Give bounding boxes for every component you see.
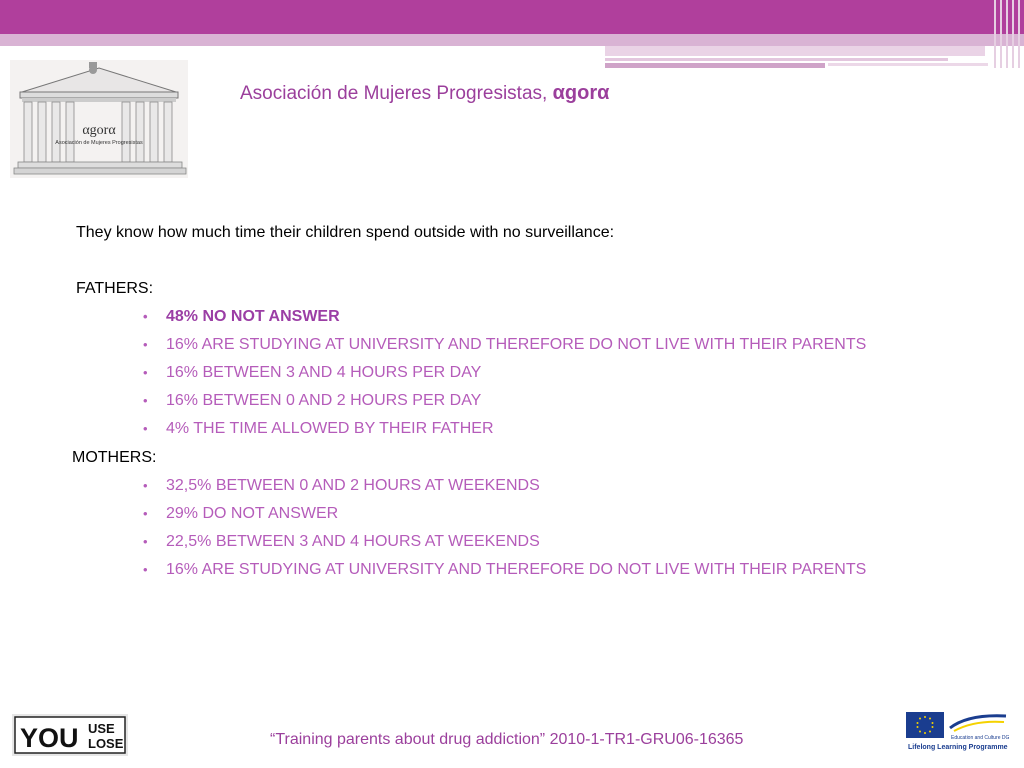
list-item-text: 16% BETWEEN 3 AND 4 HOURS PER DAY [166, 364, 482, 381]
bullet-icon: • [143, 337, 148, 352]
logo-you-text: YOU [20, 723, 79, 753]
list-item [140, 359, 866, 387]
list-item [140, 415, 866, 443]
agora-logo [10, 60, 188, 178]
list-item [140, 556, 866, 584]
edu-culture-text: Education and Culture DG [951, 735, 1010, 741]
list-item-text: 29% DO NOT ANSWER [166, 505, 339, 522]
fathers-list [140, 303, 866, 443]
list-item [140, 528, 866, 556]
intro-text: They know how much time their children spend outside with no surveillance: [76, 224, 615, 241]
top-band-white [0, 46, 605, 52]
llp-swoosh-icon [948, 712, 1008, 734]
logo-use-text: USE [88, 721, 115, 736]
list-item-text: 16% ARE STUDYING AT UNIVERSITY AND THEREFORE DO NOT LIVE WITH THEIR PARENTS [166, 336, 867, 353]
decor-line [828, 63, 988, 66]
list-item [140, 472, 866, 500]
eu-llp-logo [906, 712, 1010, 756]
llp-text: Lifelong Learning Programme [908, 744, 1008, 751]
decor-line [605, 58, 948, 61]
footer-project-text: “Training parents about drug addiction” 2010-1-TR1-GRU06-16365 [270, 731, 744, 748]
decor-line [605, 63, 825, 68]
title-text: Asociación de Mujeres Progresistas, [240, 83, 548, 104]
decor-vline [994, 0, 996, 68]
page-title [240, 82, 609, 105]
list-item-text: 4% THE TIME ALLOWED BY THEIR FATHER [166, 420, 494, 437]
list-item [140, 387, 866, 415]
logo-caption: Asociación de Mujeres Progresistas [55, 140, 143, 146]
list-item-text: 16% BETWEEN 0 AND 2 HOURS PER DAY [166, 392, 482, 409]
temple-icon [10, 60, 188, 178]
list-item [140, 500, 866, 528]
you-use-lose-logo [12, 714, 128, 756]
decor-line [605, 46, 985, 56]
decor-vline [1000, 0, 1002, 68]
list-item-text: 48% NO NOT ANSWER [166, 308, 340, 325]
bullet-icon: • [143, 421, 148, 436]
bullet-icon: • [143, 506, 148, 521]
logo-greek: αgorα [82, 123, 116, 138]
list-item [140, 303, 866, 331]
decor-vline [1012, 0, 1014, 68]
bullet-icon: • [143, 365, 148, 380]
bullet-icon: • [143, 309, 148, 324]
eu-flag-icon [906, 712, 944, 738]
top-banner [0, 0, 1024, 34]
bullet-icon: • [143, 478, 148, 493]
title-greek: αgorα [552, 82, 610, 104]
list-item-text: 32,5% BETWEEN 0 AND 2 HOURS AT WEEKENDS [166, 477, 540, 494]
bullet-icon: • [143, 393, 148, 408]
list-item-text: 22,5% BETWEEN 3 AND 4 HOURS AT WEEKENDS [166, 533, 540, 550]
decor-vline [1006, 0, 1008, 68]
list-item-text: 16% ARE STUDYING AT UNIVERSITY AND THEREFORE DO NOT LIVE WITH THEIR PARENTS [166, 561, 867, 578]
logo-lose-text: LOSE [88, 736, 124, 751]
fathers-label: FATHERS: [76, 280, 154, 297]
list-item [140, 331, 866, 359]
decor-vline [1018, 0, 1020, 68]
top-band-light [0, 34, 1024, 46]
bullet-icon: • [143, 534, 148, 549]
mothers-label: MOTHERS: [72, 449, 157, 466]
mothers-list [140, 472, 866, 584]
bullet-icon: • [143, 562, 148, 577]
